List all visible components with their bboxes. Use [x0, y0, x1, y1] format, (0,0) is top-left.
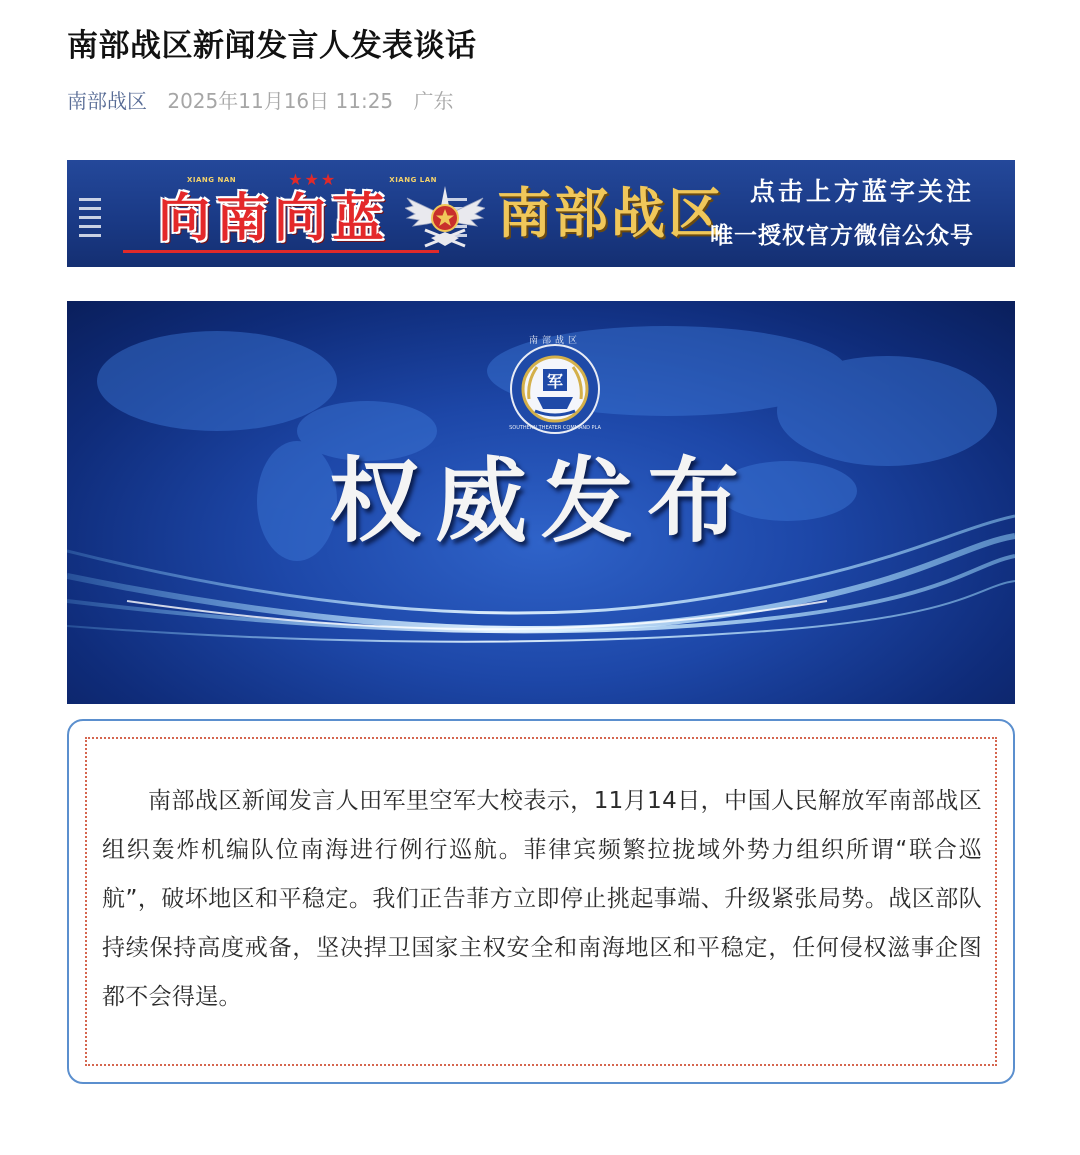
pinyin-right: XIANG LAN: [389, 175, 437, 184]
statement-paragraph: 南部战区新闻发言人田军里空军大校表示，11月14日，中国人民解放军南部战区组织轰炸机编队位南海进行例行巡航。菲律宾频繁拉拢域外势力组织所谓“联合巡航”，破坏地区和平稳定。我们正告菲方立即停止挑起事端、升级紧张局势。战区部队持续保持高度戒备，坚决捍卫国家主权安全和南海地区和平稳定，任何侵权滋事企图都不会得逞。: [102, 788, 982, 1010]
banner-pinyin: [187, 170, 437, 189]
account-name-link[interactable]: 南部战区: [67, 89, 147, 113]
slogan-underline: [123, 250, 439, 253]
follow-banner[interactable]: [67, 160, 1015, 267]
article-title: 南部战区新闻发言人发表谈话: [67, 28, 477, 64]
emblem-top-text: 南部战区: [528, 336, 581, 346]
pinyin-left: XIANG NAN: [187, 175, 237, 184]
banner-slogan: 向南向蓝: [157, 189, 390, 249]
follow-prompt: 点击上方蓝字关注: [750, 177, 975, 206]
official-account-label: 唯一授权官方微信公众号: [710, 223, 974, 249]
stars-icon: ★★★: [288, 170, 338, 189]
emblem-bottom-text: SOUTHERN THEATER COMMAND PLA: [509, 425, 601, 431]
publish-location: 广东: [413, 89, 454, 113]
command-name: 南部战区: [497, 182, 725, 245]
hero-image: [67, 301, 1015, 704]
hero-title: 权威发布: [328, 447, 753, 555]
publish-date: 2025年11月16日 11:25: [167, 89, 394, 113]
banner-stripes-left: [79, 198, 101, 238]
article-meta: [67, 86, 454, 116]
statement-card: [67, 719, 1015, 1084]
svg-text:军: 军: [546, 372, 564, 391]
military-emblem-icon: [405, 180, 485, 252]
